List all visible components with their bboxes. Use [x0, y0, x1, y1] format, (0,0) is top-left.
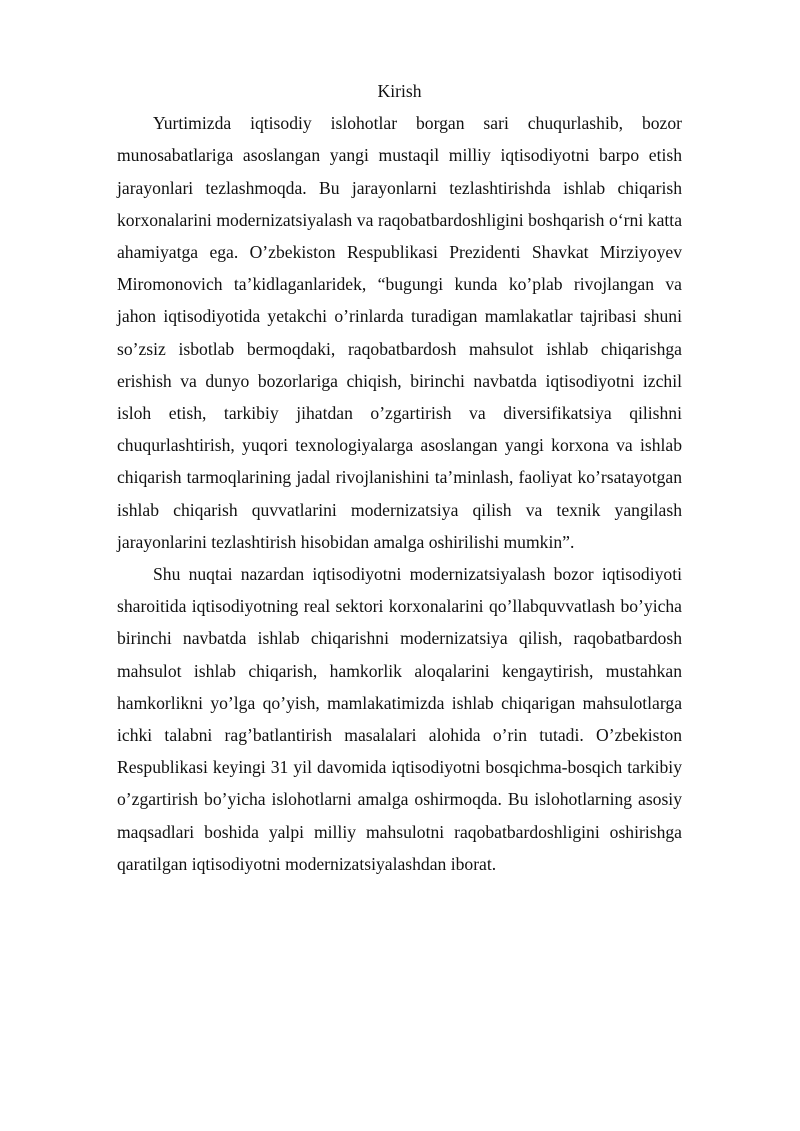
section-title: Kirish: [377, 81, 422, 101]
paragraph-2: Shu nuqtai nazardan iqtisodiyotni modernizatsiyalash bozor iqtisodiyoti sharoitida iqtisodiyotning real sektori korxonalarini qo’llabquvvatlash bo’yicha birinchi navbatda ishlab chiqarishni modernizatsiya qilish, raqobatbardosh mahsulot ishlab chiqarish, hamkorlik aloqalarini kengaytirish, mustahkan hamkorlikni yo’lga qo’yish, mamlakatimizda ishlab chiqarigan mahsulotlarga ichki talabni rag’batlantirish masalalari alohida o’rin tutadi. O’zbekiston Respublikasi keyingi 31 yil davomida iqtisodiyotni bosqichma-bosqich tarkibiy o’zgartirish bo’yicha islohotlarni amalga oshirmoqda. Bu islohotlarning asosiy maqsadlari boshida yalpi milliy mahsulotni raqobatbardoshligini oshirishga qaratilgan iqtisodiyotni modernizatsiyalashdan iborat.: [117, 564, 682, 874]
paragraph-1: Yurtimizda iqtisodiy islohotlar borgan sari chuqurlashib, bozor munosabatlariga asoslangan yangi mustaqil milliy iqtisodiyotni barpo etish jarayonlari tezlashmoqda. Bu jarayonlarni tezlashtirishda ishlab chiqarish korxonalarini modernizatsiyalash va raqobatbardoshligini boshqarish o‘rni katta ahamiyatga ega. O’zbekiston Respublikasi Prezidenti Shavkat Mirziyoyev Miromonovich ta’kidlaganlaridek, “bugungi kunda ko’plab rivojlangan va jahon iqtisodiyotida yetakchi o’rinlarda turadigan mamlakatlar tajribasi shuni so’zsiz isbotlab bermoqdaki, raqobatbardosh mahsulot ishlab chiqarishga erishish va dunyo bozorlariga chiqish, birinchi navbatda iqtisodiyotni izchil isloh etish, tarkibiy jihatdan o’zgartirish va diversifikatsiya qilishni chuqurlashtirish, yuqori texnologiyalarga asoslangan yangi korxona va ishlab chiqarish tarmoqlarining jadal rivojlanishini ta’minlash, faoliyat ko’rsatayotgan ishlab chiqarish quvvatlarini modernizatsiya qilish va texnik yangilash jarayonlarini tezlashtirish hisobidan amalga oshirilishi mumkin”.: [117, 113, 682, 552]
document-body: [117, 75, 682, 880]
